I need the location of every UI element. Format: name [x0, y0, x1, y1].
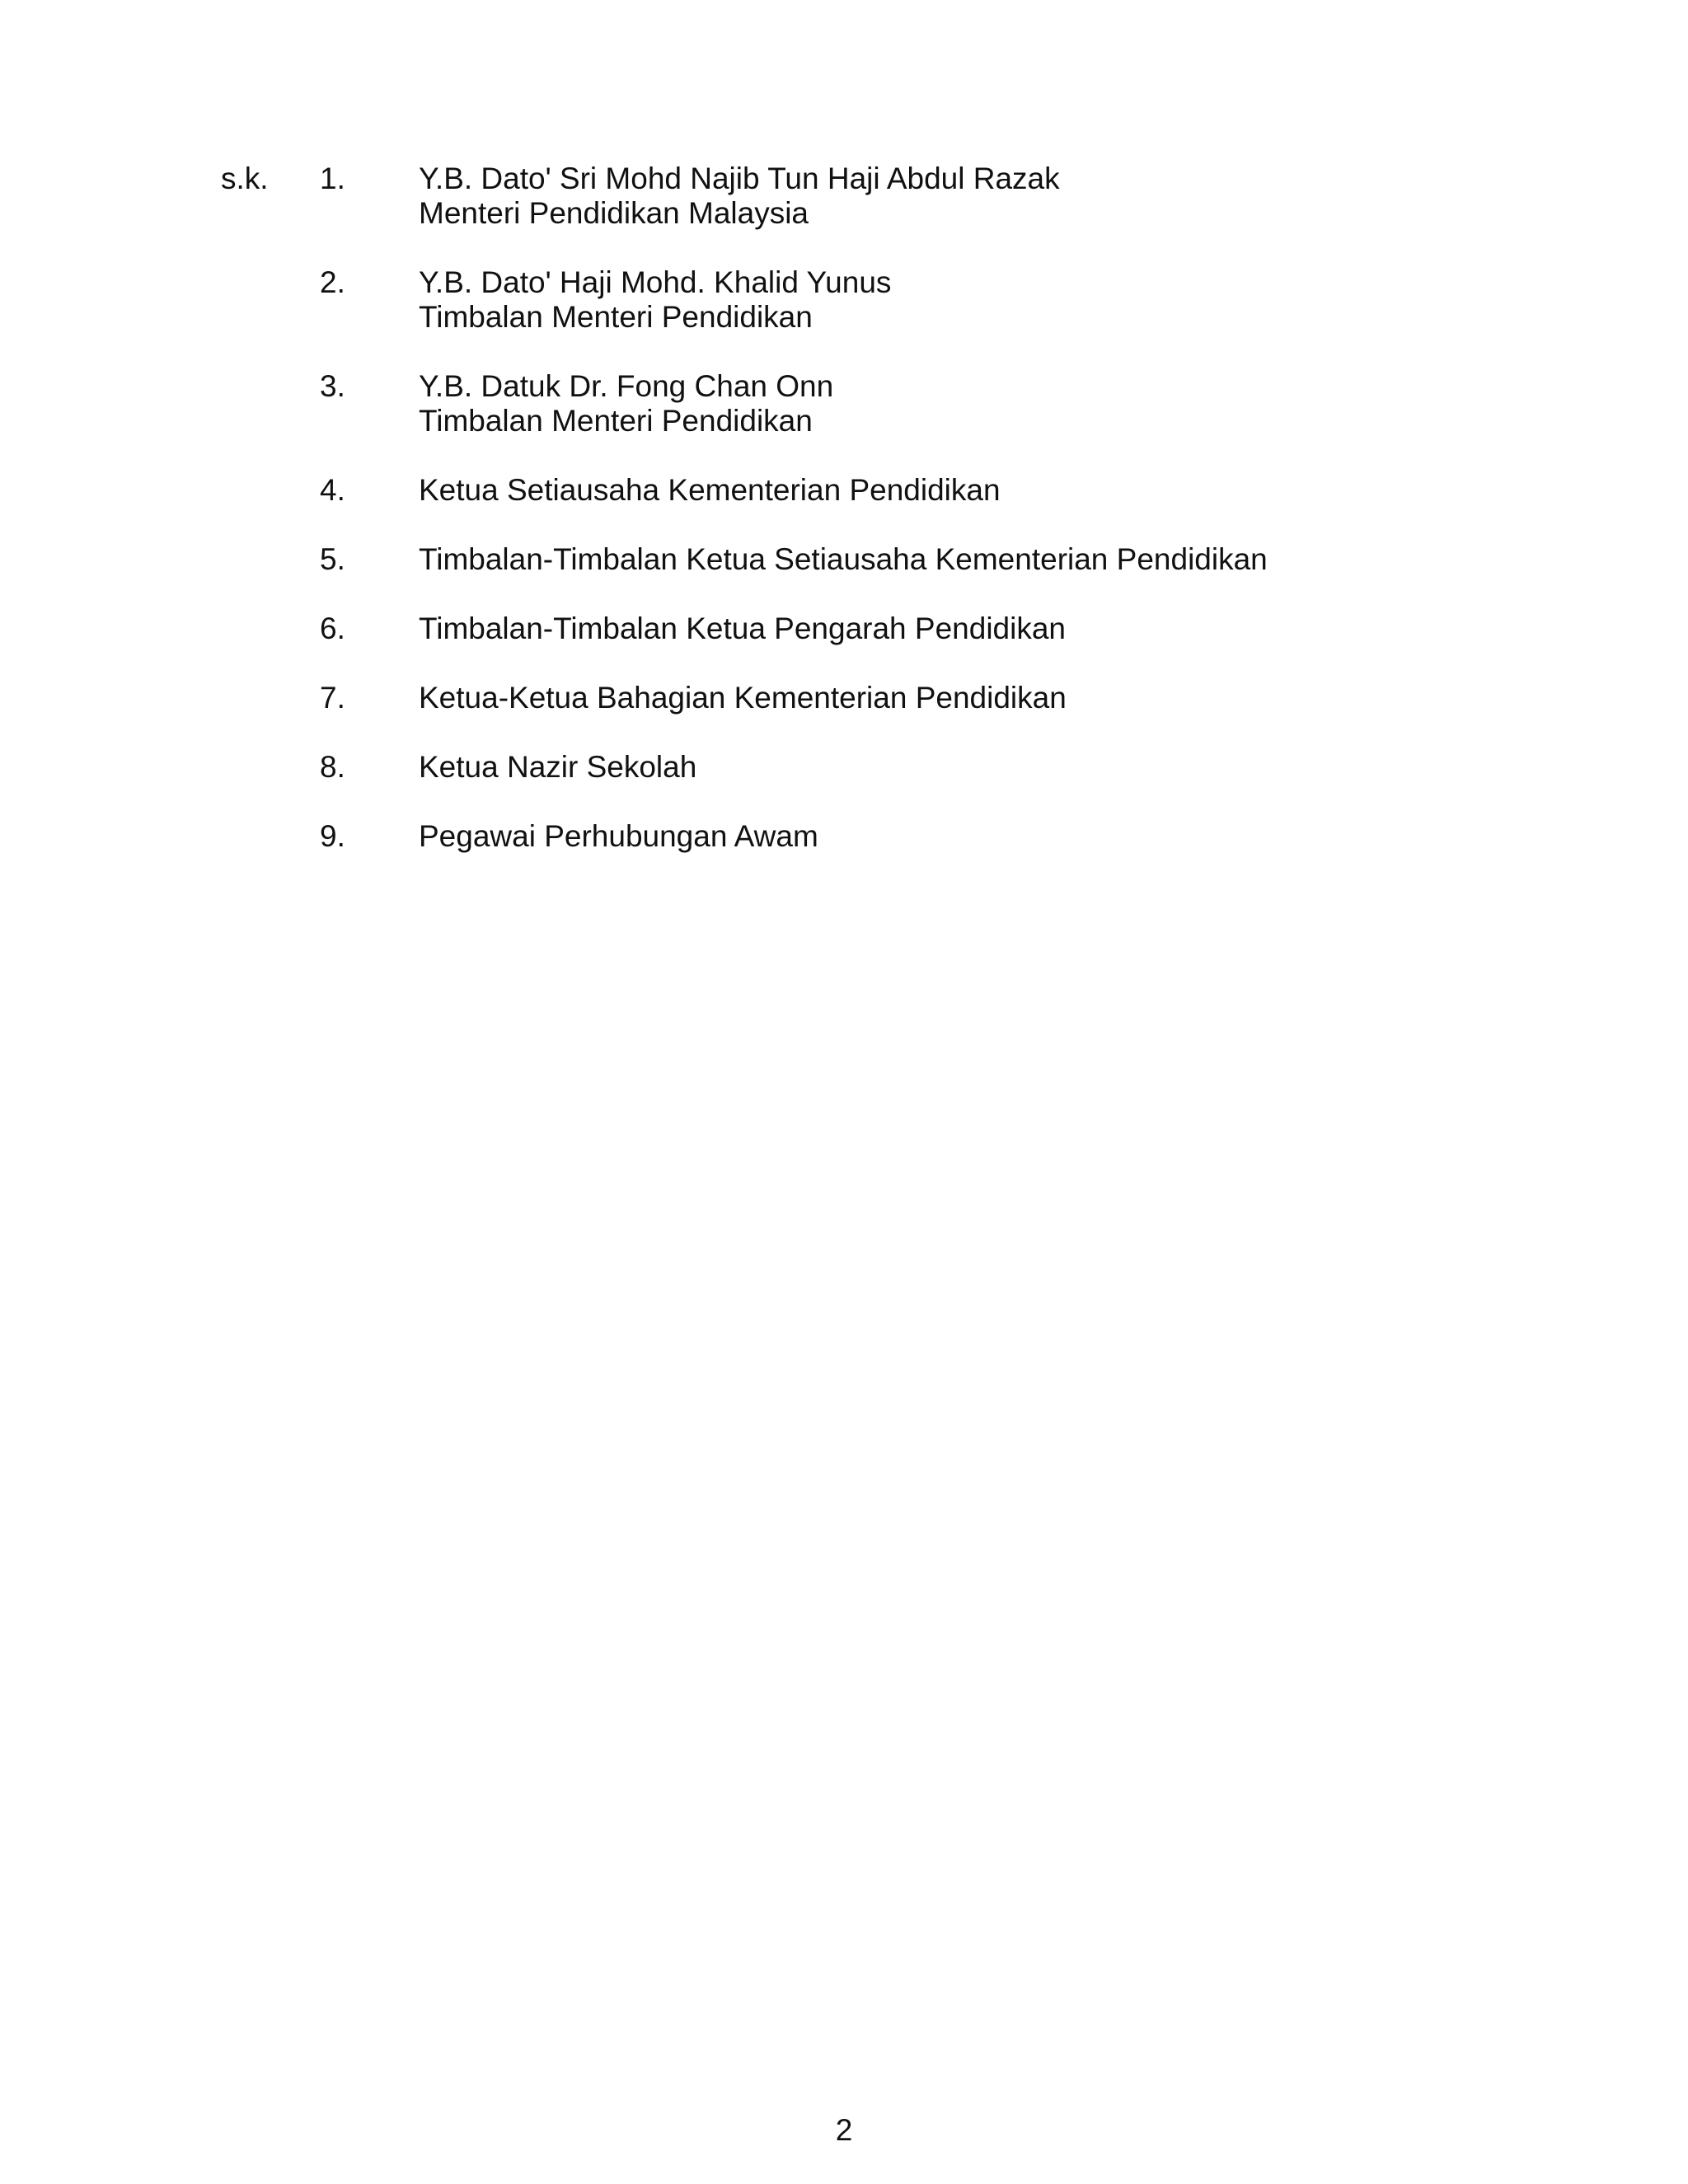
recipient-number: 3. — [320, 369, 345, 403]
recipient-number: 1. — [320, 162, 345, 195]
cc-recipient-list — [320, 162, 1639, 888]
recipient-number: 6. — [320, 612, 345, 645]
recipient-title: Timbalan Menteri Pendidikan — [419, 404, 813, 438]
cc-recipient-6 — [320, 612, 1639, 646]
recipient-number: 9. — [320, 819, 345, 853]
recipient-name: Y.B. Dato' Sri Mohd Najib Tun Haji Abdul Razak — [419, 162, 1060, 195]
recipient-number: 2. — [320, 265, 345, 299]
cc-recipient-4 — [320, 473, 1639, 508]
cc-recipient-7 — [320, 681, 1639, 715]
recipient-number: 5. — [320, 542, 345, 576]
recipient-title: Timbalan Menteri Pendidikan — [419, 300, 813, 334]
cc-recipient-8 — [320, 750, 1639, 785]
cc-recipient-1 — [320, 162, 1639, 231]
recipient-name: Y.B. Datuk Dr. Fong Chan Onn — [419, 369, 834, 403]
cc-recipient-5 — [320, 542, 1639, 577]
cc-recipient-2 — [320, 265, 1639, 335]
recipient-number: 7. — [320, 681, 345, 715]
cc-recipient-3 — [320, 369, 1639, 438]
cc-label: s.k. — [221, 162, 269, 195]
recipient-name: Timbalan-Timbalan Ketua Pengarah Pendidikan — [419, 612, 1067, 645]
recipient-name: Ketua-Ketua Bahagian Kementerian Pendidikan — [419, 681, 1067, 715]
cc-recipient-9 — [320, 819, 1639, 854]
recipient-name: Ketua Setiausaha Kementerian Pendidikan — [419, 473, 1001, 507]
page-number: 2 — [835, 2113, 853, 2147]
recipient-name: Ketua Nazir Sekolah — [419, 750, 697, 784]
recipient-title: Menteri Pendidikan Malaysia — [419, 196, 809, 230]
recipient-name: Timbalan-Timbalan Ketua Setiausaha Kementerian Pendidikan — [419, 542, 1268, 576]
recipient-name: Pegawai Perhubungan Awam — [419, 819, 818, 853]
recipient-number: 8. — [320, 750, 345, 784]
recipient-name: Y.B. Dato' Haji Mohd. Khalid Yunus — [419, 265, 892, 299]
recipient-number: 4. — [320, 473, 345, 507]
